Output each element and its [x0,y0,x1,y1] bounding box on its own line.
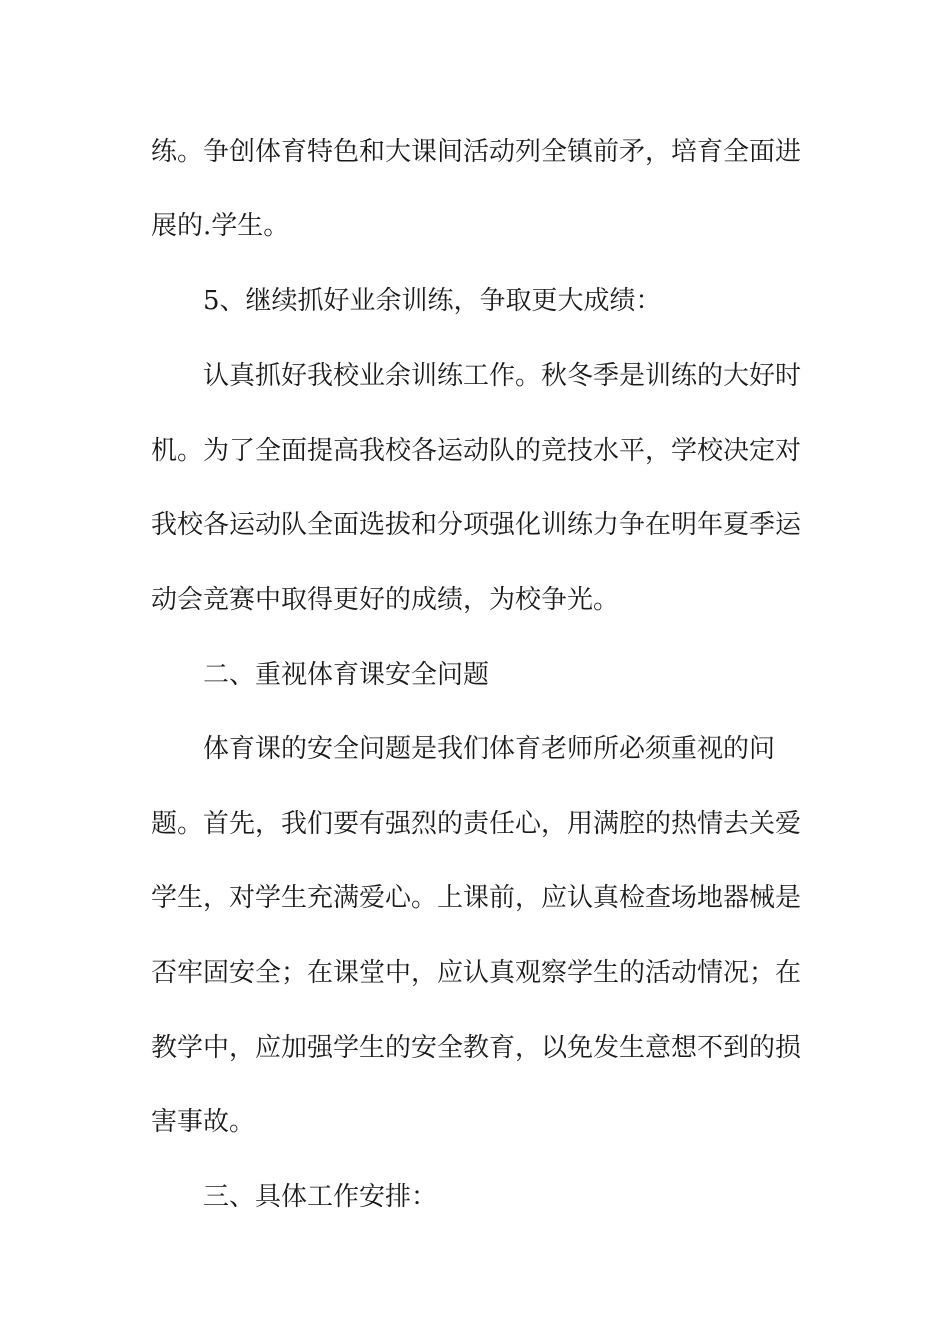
text-line: 动会竞赛中取得更好的成绩，为校争光。 [151,585,620,615]
paragraph-start: 认真抓好我校业余训练工作。秋冬季是训练的大好时 [203,361,802,391]
text-line: 教学中，应加强学生的安全教育，以免发生意想不到的损 [151,1033,802,1063]
section-heading: 二、重视体育课安全问题 [203,660,490,690]
text-line: 学生，对学生充满爱心。上课前，应认真检查场地器械是 [151,883,802,913]
section-heading: 三、具体工作安排： [203,1182,438,1212]
text-line: 机。为了全面提高我校各运动队的竞技水平，学校决定对 [151,436,802,466]
text-line: 展的.学生。 [151,211,290,241]
section-heading: 5、继续抓好业余训练，争取更大成绩： [203,286,662,316]
text-line: 我校各运动队全面选拔和分项强化训练力争在明年夏季运 [151,510,802,540]
text-line: 否牢固安全；在课堂中，应认真观察学生的活动情况；在 [151,958,802,988]
text-line: 害事故。 [151,1107,256,1137]
text-line: 练。争创体育特色和大课间活动列全镇前矛，培育全面进 [151,137,802,167]
text-line: 题。首先，我们要有强烈的责任心，用满腔的热情去关爱 [151,809,802,839]
paragraph-start: 体育课的安全问题是我们体育老师所必须重视的问 [203,734,776,764]
